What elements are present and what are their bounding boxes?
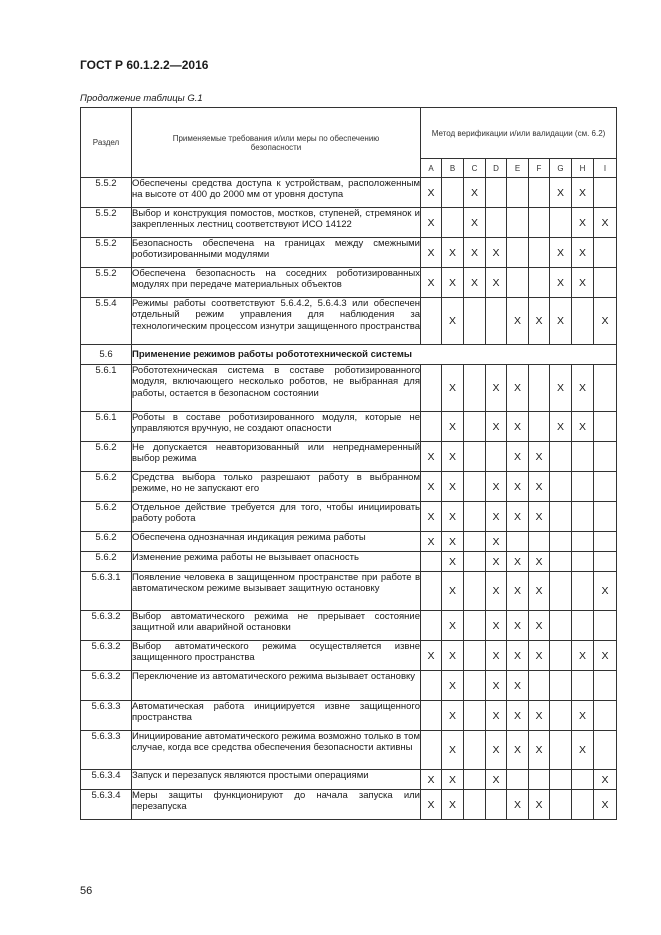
method-mark-cell xyxy=(507,268,529,298)
method-letter-header: G xyxy=(550,159,572,178)
method-mark-cell: X xyxy=(464,208,486,238)
method-mark-cell xyxy=(464,472,486,502)
method-mark-cell xyxy=(550,701,572,731)
method-mark-cell xyxy=(464,701,486,731)
method-mark-cell: X xyxy=(421,770,442,790)
method-mark-cell: X xyxy=(421,268,442,298)
table-caption: Продолжение таблицы G.1 xyxy=(80,93,203,104)
section-cell: 5.6 xyxy=(81,345,132,365)
method-mark-cell xyxy=(572,298,594,345)
group-title-cell: Применение режимов работы робототехнической системы xyxy=(132,345,617,365)
method-mark-cell xyxy=(594,442,617,472)
method-mark-cell: X xyxy=(529,790,550,820)
method-mark-cell: X xyxy=(442,671,464,701)
method-mark-cell xyxy=(550,770,572,790)
requirement-cell: Выбор автоматического режима не прерывает состояние защитной или аварийной остановки xyxy=(132,611,421,641)
method-mark-cell xyxy=(529,268,550,298)
method-mark-cell: X xyxy=(550,268,572,298)
method-mark-cell xyxy=(464,365,486,412)
method-mark-cell xyxy=(464,790,486,820)
method-mark-cell: X xyxy=(572,178,594,208)
method-mark-cell xyxy=(421,572,442,611)
verification-table xyxy=(80,107,617,820)
method-mark-cell xyxy=(529,178,550,208)
table-row xyxy=(81,365,617,412)
method-mark-cell xyxy=(594,552,617,572)
method-mark-cell: X xyxy=(421,532,442,552)
method-mark-cell xyxy=(486,178,507,208)
requirement-cell: Безопасность обеспечена на границах между смежными роботизированными модулями xyxy=(132,238,421,268)
method-mark-cell xyxy=(572,442,594,472)
method-mark-cell xyxy=(507,532,529,552)
method-mark-cell: X xyxy=(529,472,550,502)
section-cell: 5.6.3.2 xyxy=(81,641,132,671)
table-group-row xyxy=(81,345,617,365)
section-cell: 5.6.3.4 xyxy=(81,790,132,820)
method-mark-cell: X xyxy=(442,731,464,770)
method-mark-cell: X xyxy=(507,572,529,611)
table-row xyxy=(81,572,617,611)
method-mark-cell: X xyxy=(486,671,507,701)
table-row xyxy=(81,671,617,701)
method-letter-header: A xyxy=(421,159,442,178)
section-cell: 5.6.2 xyxy=(81,442,132,472)
requirement-cell: Изменение режима работы не вызывает опасность xyxy=(132,552,421,572)
method-mark-cell xyxy=(464,572,486,611)
table-row xyxy=(81,268,617,298)
section-cell: 5.6.3.3 xyxy=(81,701,132,731)
requirement-cell: Инициирование автоматического режима возможно только в том случае, когда все средства обеспечения безопасности активны xyxy=(132,731,421,770)
method-mark-cell: X xyxy=(550,298,572,345)
table-row xyxy=(81,442,617,472)
method-mark-cell xyxy=(421,731,442,770)
method-mark-cell xyxy=(594,701,617,731)
section-cell: 5.5.2 xyxy=(81,208,132,238)
method-mark-cell: X xyxy=(421,208,442,238)
method-mark-cell xyxy=(572,572,594,611)
requirement-cell: Меры защиты функционируют до начала запуска или перезапуска xyxy=(132,790,421,820)
table-row xyxy=(81,731,617,770)
method-mark-cell: X xyxy=(486,641,507,671)
method-mark-cell xyxy=(529,671,550,701)
method-mark-cell: X xyxy=(442,701,464,731)
method-letter-header: H xyxy=(572,159,594,178)
method-mark-cell: X xyxy=(572,412,594,442)
section-cell: 5.6.3.4 xyxy=(81,770,132,790)
table-row xyxy=(81,552,617,572)
method-mark-cell: X xyxy=(421,790,442,820)
method-mark-cell: X xyxy=(550,412,572,442)
method-mark-cell xyxy=(464,552,486,572)
method-mark-cell: X xyxy=(550,365,572,412)
method-mark-cell: X xyxy=(421,178,442,208)
table-row xyxy=(81,532,617,552)
method-mark-cell xyxy=(550,641,572,671)
method-mark-cell: X xyxy=(507,701,529,731)
method-mark-cell: X xyxy=(486,701,507,731)
method-mark-cell: X xyxy=(421,641,442,671)
method-mark-cell: X xyxy=(507,472,529,502)
method-mark-cell xyxy=(421,365,442,412)
method-mark-cell: X xyxy=(529,552,550,572)
method-letter-header: D xyxy=(486,159,507,178)
method-mark-cell xyxy=(421,298,442,345)
method-mark-cell xyxy=(464,412,486,442)
method-mark-cell xyxy=(594,472,617,502)
method-mark-cell: X xyxy=(529,701,550,731)
table-row xyxy=(81,641,617,671)
method-mark-cell xyxy=(550,671,572,701)
method-mark-cell xyxy=(421,552,442,572)
method-mark-cell: X xyxy=(486,532,507,552)
method-mark-cell xyxy=(464,532,486,552)
method-mark-cell: X xyxy=(572,365,594,412)
requirement-cell: Отдельное действие требуется для того, чтобы инициировать работу робота xyxy=(132,502,421,532)
method-mark-cell: X xyxy=(594,572,617,611)
method-mark-cell xyxy=(464,442,486,472)
section-cell: 5.6.1 xyxy=(81,365,132,412)
method-mark-cell: X xyxy=(507,298,529,345)
method-mark-cell xyxy=(550,572,572,611)
method-mark-cell: X xyxy=(507,365,529,412)
method-mark-cell xyxy=(594,178,617,208)
method-mark-cell: X xyxy=(572,208,594,238)
method-mark-cell: X xyxy=(442,365,464,412)
requirement-cell: Обеспечена однозначная индикация режима работы xyxy=(132,532,421,552)
method-mark-cell: X xyxy=(442,412,464,442)
table-row xyxy=(81,472,617,502)
method-mark-cell: X xyxy=(529,641,550,671)
method-mark-cell: X xyxy=(507,502,529,532)
method-mark-cell: X xyxy=(486,502,507,532)
table-row xyxy=(81,701,617,731)
method-mark-cell: X xyxy=(421,472,442,502)
method-mark-cell xyxy=(594,731,617,770)
requirement-cell: Переключение из автоматического режима вызывает остановку xyxy=(132,671,421,701)
method-mark-cell: X xyxy=(442,552,464,572)
method-mark-cell: X xyxy=(486,770,507,790)
method-mark-cell xyxy=(594,502,617,532)
section-cell: 5.6.3.3 xyxy=(81,731,132,770)
method-mark-cell: X xyxy=(594,790,617,820)
method-mark-cell xyxy=(594,532,617,552)
method-mark-cell xyxy=(529,208,550,238)
table-row xyxy=(81,298,617,345)
method-mark-cell xyxy=(550,472,572,502)
method-mark-cell: X xyxy=(442,298,464,345)
method-mark-cell xyxy=(572,502,594,532)
method-mark-cell: X xyxy=(421,502,442,532)
method-mark-cell: X xyxy=(421,442,442,472)
method-mark-cell xyxy=(464,671,486,701)
requirement-cell: Средства выбора только разрешают работу в выбранном режиме, но не запускают его xyxy=(132,472,421,502)
requirement-cell: Выбор и конструкция помостов, мостков, ступеней, стремянок и закрепленных лестниц соответствуют ИСО 14122 xyxy=(132,208,421,238)
method-mark-cell: X xyxy=(442,572,464,611)
method-mark-cell xyxy=(529,532,550,552)
method-mark-cell: X xyxy=(464,178,486,208)
section-cell: 5.5.4 xyxy=(81,298,132,345)
method-mark-cell xyxy=(572,611,594,641)
method-mark-cell: X xyxy=(442,502,464,532)
method-mark-cell xyxy=(572,790,594,820)
method-mark-cell xyxy=(442,208,464,238)
method-mark-cell: X xyxy=(442,268,464,298)
method-mark-cell xyxy=(464,770,486,790)
method-mark-cell xyxy=(550,502,572,532)
method-mark-cell: X xyxy=(550,178,572,208)
method-mark-cell xyxy=(464,298,486,345)
method-mark-cell xyxy=(594,268,617,298)
requirement-cell: Автоматическая работа инициируется извне защищенного пространства xyxy=(132,701,421,731)
section-cell: 5.6.3.2 xyxy=(81,611,132,641)
method-mark-cell: X xyxy=(486,365,507,412)
table-row xyxy=(81,502,617,532)
method-mark-cell xyxy=(572,472,594,502)
method-mark-cell xyxy=(507,770,529,790)
section-cell: 5.6.3.1 xyxy=(81,572,132,611)
method-mark-cell: X xyxy=(442,442,464,472)
method-mark-cell: X xyxy=(486,552,507,572)
method-mark-cell: X xyxy=(529,611,550,641)
method-mark-cell: X xyxy=(486,238,507,268)
method-mark-cell: X xyxy=(442,238,464,268)
method-mark-cell xyxy=(421,412,442,442)
method-mark-cell: X xyxy=(529,731,550,770)
section-cell: 5.6.3.2 xyxy=(81,671,132,701)
method-mark-cell: X xyxy=(594,770,617,790)
requirement-cell: Не допускается неавторизованный или непреднамеренный выбор режима xyxy=(132,442,421,472)
table-row xyxy=(81,238,617,268)
method-mark-cell: X xyxy=(550,238,572,268)
method-mark-cell: X xyxy=(507,611,529,641)
page-number: 56 xyxy=(80,885,93,897)
section-column-header: Раздел xyxy=(81,108,132,178)
method-mark-cell xyxy=(550,532,572,552)
method-mark-cell: X xyxy=(507,442,529,472)
method-mark-cell xyxy=(486,298,507,345)
method-mark-cell: X xyxy=(486,412,507,442)
method-mark-cell xyxy=(550,611,572,641)
method-mark-cell xyxy=(550,552,572,572)
method-mark-cell xyxy=(529,770,550,790)
method-mark-cell: X xyxy=(486,472,507,502)
method-mark-cell: X xyxy=(529,572,550,611)
method-mark-cell xyxy=(507,178,529,208)
method-mark-cell xyxy=(464,502,486,532)
section-cell: 5.5.2 xyxy=(81,238,132,268)
method-mark-cell: X xyxy=(594,298,617,345)
method-mark-cell: X xyxy=(529,442,550,472)
method-mark-cell: X xyxy=(486,731,507,770)
method-mark-cell xyxy=(464,611,486,641)
method-mark-cell xyxy=(572,532,594,552)
method-mark-cell xyxy=(421,671,442,701)
method-mark-cell: X xyxy=(594,208,617,238)
document-title: ГОСТ Р 60.1.2.2—2016 xyxy=(80,58,209,72)
method-mark-cell: X xyxy=(464,268,486,298)
table-row xyxy=(81,770,617,790)
method-letter-header: C xyxy=(464,159,486,178)
method-mark-cell: X xyxy=(442,790,464,820)
requirement-cell: Обеспечены средства доступа к устройствам, расположенным на высоте от 400 до 2000 мм от уровня доступа xyxy=(132,178,421,208)
requirement-cell: Выбор автоматического режима осуществляется извне защищенного пространства xyxy=(132,641,421,671)
method-mark-cell: X xyxy=(442,770,464,790)
requirement-cell: Запуск и перезапуск являются простыми операциями xyxy=(132,770,421,790)
section-cell: 5.6.2 xyxy=(81,472,132,502)
method-mark-cell: X xyxy=(486,572,507,611)
method-letter-header: E xyxy=(507,159,529,178)
table-row xyxy=(81,611,617,641)
method-letter-header: F xyxy=(529,159,550,178)
method-mark-cell xyxy=(442,178,464,208)
method-mark-cell: X xyxy=(421,238,442,268)
method-mark-cell: X xyxy=(507,641,529,671)
method-mark-cell xyxy=(486,208,507,238)
method-mark-cell xyxy=(529,412,550,442)
method-mark-cell: X xyxy=(572,731,594,770)
method-mark-cell xyxy=(464,731,486,770)
section-cell: 5.5.2 xyxy=(81,178,132,208)
method-mark-cell: X xyxy=(507,790,529,820)
requirement-cell: Появление человека в защищенном пространстве при работе в автоматическом режиме вызывает защитную остановку xyxy=(132,572,421,611)
methods-column-header: Метод верификации и/или валидации (см. 6.2) xyxy=(421,108,617,159)
method-mark-cell xyxy=(572,671,594,701)
method-mark-cell: X xyxy=(442,532,464,552)
requirement-cell: Роботы в составе роботизированного модуля, которые не управляются вручную, не создают опасности xyxy=(132,412,421,442)
method-mark-cell xyxy=(486,442,507,472)
method-mark-cell xyxy=(594,611,617,641)
method-mark-cell: X xyxy=(442,472,464,502)
method-mark-cell xyxy=(529,365,550,412)
method-mark-cell xyxy=(572,770,594,790)
method-mark-cell xyxy=(421,701,442,731)
method-mark-cell: X xyxy=(486,268,507,298)
table-row xyxy=(81,178,617,208)
method-mark-cell xyxy=(550,790,572,820)
method-mark-cell xyxy=(550,731,572,770)
requirement-cell: Робототехническая система в составе роботизированного модуля, включающего несколько роботов, не выбранная для работы, остается в безопасном состоянии xyxy=(132,365,421,412)
method-mark-cell: X xyxy=(572,641,594,671)
method-mark-cell xyxy=(594,412,617,442)
method-mark-cell xyxy=(507,208,529,238)
requirement-cell: Режимы работы соответствуют 5.6.4.2, 5.6.4.3 или обеспечен отдельный режим управления для наблюдения за технологическим процессом изнутри защищенного пространства xyxy=(132,298,421,345)
method-mark-cell: X xyxy=(572,701,594,731)
method-mark-cell: X xyxy=(442,641,464,671)
method-mark-cell: X xyxy=(594,641,617,671)
method-mark-cell xyxy=(594,365,617,412)
section-cell: 5.6.2 xyxy=(81,502,132,532)
method-mark-cell: X xyxy=(442,611,464,641)
method-letter-header: I xyxy=(594,159,617,178)
method-mark-cell xyxy=(572,552,594,572)
method-mark-cell xyxy=(529,238,550,268)
section-cell: 5.6.2 xyxy=(81,552,132,572)
table-row xyxy=(81,412,617,442)
method-letter-header: B xyxy=(442,159,464,178)
method-mark-cell: X xyxy=(507,731,529,770)
method-mark-cell: X xyxy=(572,268,594,298)
method-mark-cell xyxy=(594,671,617,701)
method-mark-cell: X xyxy=(464,238,486,268)
method-mark-cell: X xyxy=(507,412,529,442)
method-mark-cell xyxy=(421,611,442,641)
method-mark-cell xyxy=(486,790,507,820)
section-cell: 5.5.2 xyxy=(81,268,132,298)
method-mark-cell: X xyxy=(486,611,507,641)
method-mark-cell xyxy=(550,208,572,238)
method-mark-cell: X xyxy=(529,502,550,532)
requirement-cell: Обеспечена безопасность на соседних роботизированных модулях при передаче материальных объектов xyxy=(132,268,421,298)
requirements-column-header: Применяемые требования и/или меры по обеспечению безопасности xyxy=(132,108,421,178)
section-cell: 5.6.2 xyxy=(81,532,132,552)
method-mark-cell: X xyxy=(529,298,550,345)
method-mark-cell: X xyxy=(507,671,529,701)
method-mark-cell: X xyxy=(572,238,594,268)
section-cell: 5.6.1 xyxy=(81,412,132,442)
method-mark-cell xyxy=(464,641,486,671)
method-mark-cell xyxy=(594,238,617,268)
method-mark-cell xyxy=(550,442,572,472)
method-mark-cell xyxy=(507,238,529,268)
method-mark-cell: X xyxy=(507,552,529,572)
table-row xyxy=(81,208,617,238)
table-row xyxy=(81,790,617,820)
